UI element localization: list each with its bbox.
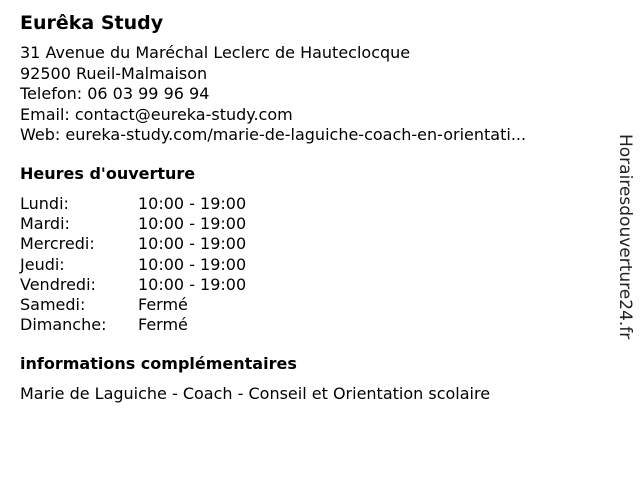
address-line-2: 92500 Rueil-Malmaison	[20, 63, 208, 83]
day-label: Mardi:	[20, 214, 70, 234]
hours-row	[20, 315, 246, 335]
email-line[interactable]: Email: contact@eureka-study.com	[20, 104, 293, 124]
time-value: 10:00 - 19:00	[138, 194, 247, 213]
day-label: Lundi:	[20, 194, 69, 213]
hours-row	[20, 194, 246, 214]
hours-row	[20, 295, 246, 315]
address-line-1: 31 Avenue du Maréchal Leclerc de Hauteclocque	[20, 43, 411, 62]
web-line[interactable]: Web: eureka-study.com/marie-de-laguiche-coach-en-orientati...	[20, 125, 527, 144]
hours-row	[20, 255, 246, 275]
extra-info-text: Marie de Laguiche - Coach - Conseil et Orientation scolaire	[20, 384, 491, 403]
day-label: Dimanche:	[20, 315, 107, 335]
time-value: Fermé	[138, 315, 188, 335]
hours-row	[20, 214, 246, 234]
time-value: 10:00 - 19:00	[138, 274, 247, 294]
day-label: Samedi:	[20, 295, 86, 315]
day-label: Jeudi:	[20, 254, 65, 274]
hours-heading: Heures d'ouverture	[20, 164, 196, 183]
site-credit: Horairesdouverture24.fr	[615, 134, 635, 340]
hours-table	[20, 194, 246, 335]
hours-row	[20, 234, 246, 254]
business-name: Eurêka Study	[20, 12, 164, 34]
time-value: Fermé	[138, 295, 188, 315]
hours-row	[20, 275, 246, 295]
phone-line[interactable]: Telefon: 06 03 99 96 94	[20, 84, 210, 103]
time-value: 10:00 - 19:00	[138, 234, 247, 254]
contact-block	[20, 43, 526, 146]
time-value: 10:00 - 19:00	[138, 214, 247, 234]
extra-info-heading: informations complémentaires	[20, 354, 297, 373]
time-value: 10:00 - 19:00	[138, 254, 247, 274]
day-label: Mercredi:	[20, 234, 95, 254]
day-label: Vendredi:	[20, 274, 96, 294]
